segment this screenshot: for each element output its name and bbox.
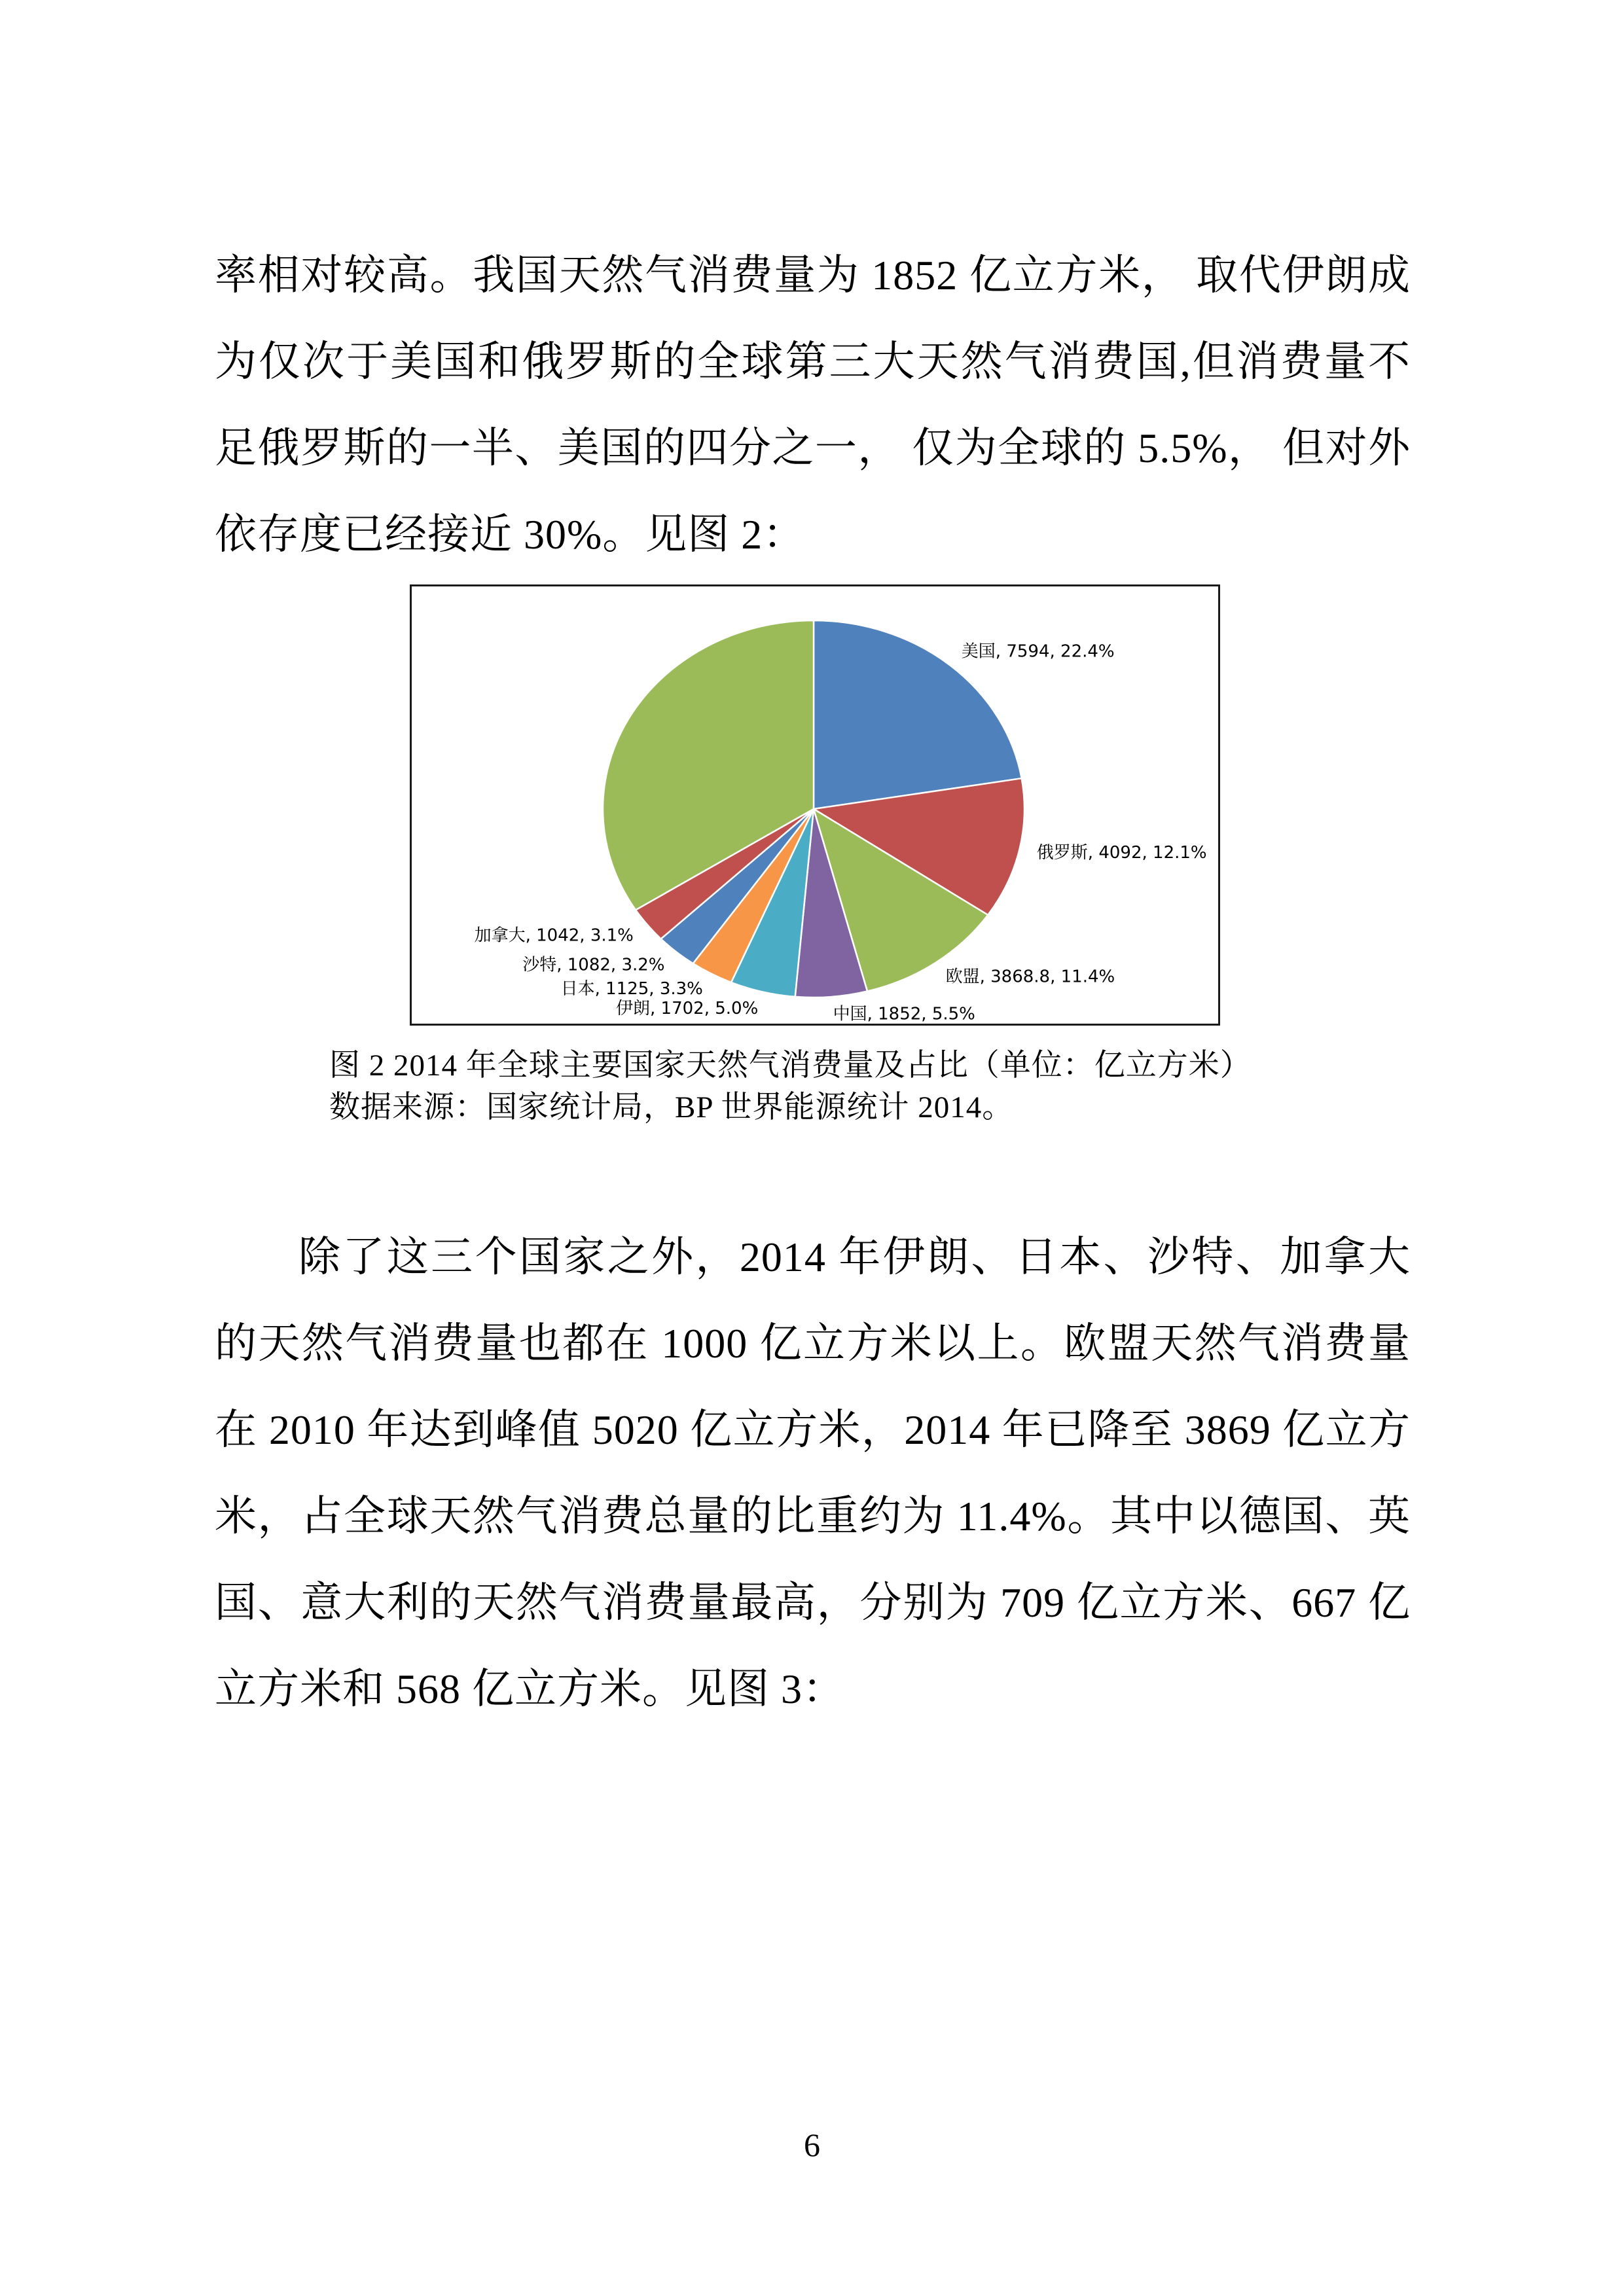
pie-label-加拿大: 加拿大, 1042, 3.1% <box>474 925 634 946</box>
pie-label-欧盟: 欧盟, 3868.8, 11.4% <box>945 967 1115 987</box>
figure-caption-source: 数据来源：国家统计局，BP 世界能源统计 2014。 <box>329 1090 1014 1124</box>
pie-label-日本: 日本, 1125, 3.3% <box>560 979 703 999</box>
paragraph-1-line-1: 率相对较高。我国天然气消费量为 1852 亿立方米， 取代伊朗成 <box>215 252 1411 298</box>
paragraph-1-line-2: 为仅次于美国和俄罗斯的全球第三大天然气消费国,但消费量不 <box>215 338 1411 385</box>
paragraph-2-line-1: 除了这三个国家之外，2014 年伊朗、日本、沙特、加拿大 <box>298 1234 1411 1280</box>
paragraph-1-line-3: 足俄罗斯的一半、美国的四分之一， 仅为全球的 5.5%， 但对外 <box>215 425 1411 471</box>
pie-label-俄罗斯: 俄罗斯, 4092, 12.1% <box>1036 843 1207 863</box>
pie-label-沙特: 沙特, 1082, 3.2% <box>522 955 665 975</box>
paragraph-2-line-2: 的天然气消费量也都在 1000 亿立方米以上。欧盟天然气消费量 <box>215 1320 1411 1367</box>
pie-chart <box>412 586 1218 1024</box>
paragraph-1-line-4: 依存度已经接近 30%。见图 2： <box>215 511 806 558</box>
paragraph-2-line-3: 在 2010 年达到峰值 5020 亿立方米，2014 年已降至 3869 亿立方 <box>215 1407 1411 1453</box>
paragraph-2-line-5: 国、意大利的天然气消费量最高，分别为 709 亿立方米、667 亿 <box>215 1579 1411 1626</box>
figure-caption-title: 图 2 2014 年全球主要国家天然气消费量及占比（单位：亿立方米） <box>329 1049 1252 1083</box>
pie-label-伊朗: 伊朗, 1702, 5.0% <box>616 999 759 1019</box>
page-number: 6 <box>804 2126 820 2163</box>
paragraph-1 <box>215 232 1411 578</box>
paragraph-2-line-4: 米，占全球天然气消费总量的比重约为 11.4%。其中以德国、英 <box>215 1493 1411 1539</box>
figure-caption <box>329 1045 1409 1128</box>
figure-2-chart-frame <box>410 584 1220 1026</box>
pie-label-中国: 中国, 1852, 5.5% <box>833 1004 975 1024</box>
paragraph-2-line-6: 立方米和 568 亿立方米。见图 3： <box>215 1666 845 1712</box>
paragraph-2 <box>215 1214 1411 1732</box>
pie-label-美国: 美国, 7594, 22.4% <box>961 641 1115 662</box>
